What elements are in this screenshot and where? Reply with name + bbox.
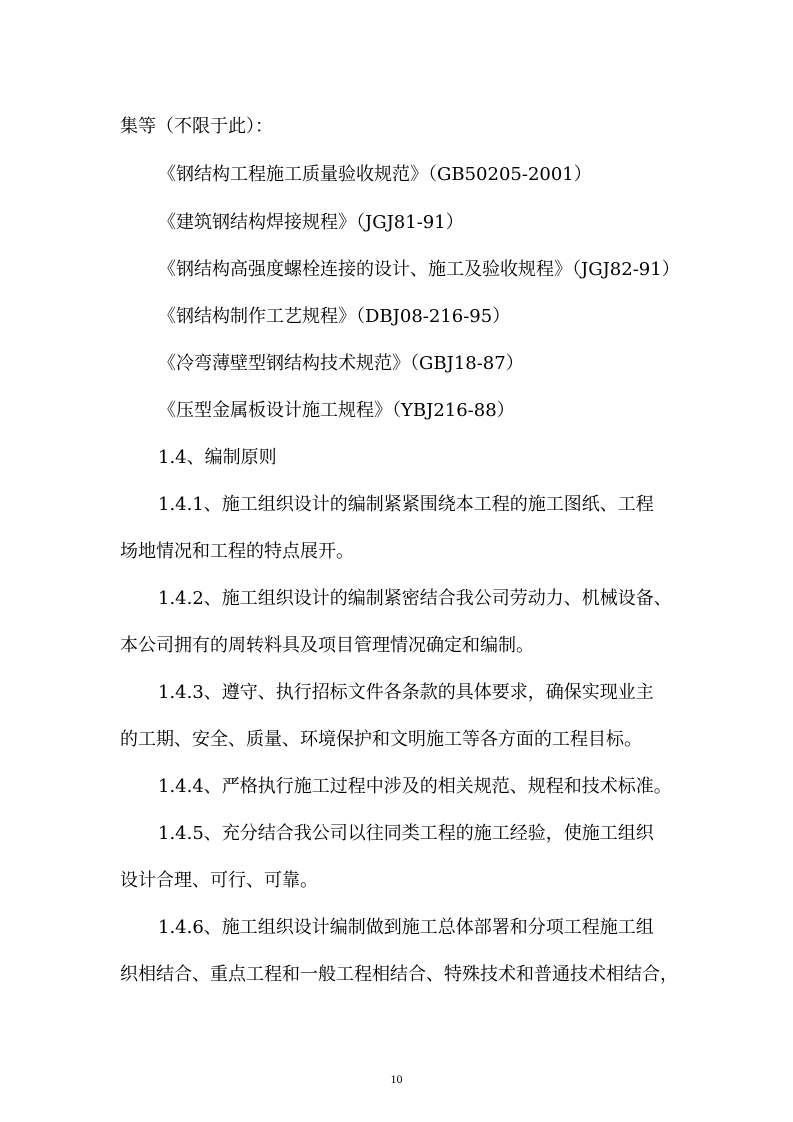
regulation-item-3: 《钢结构高强度螺栓连接的设计、施工及验收规程》（JGJ82-91） (158, 259, 680, 280)
paragraph-4-line-1: 1.4.4、严格执行施工过程中涉及的相关规范、规程和技术标准。 (158, 776, 672, 797)
regulation-item-5: 《冷弯薄壁型钢结构技术规范》（GBJ18-87） (158, 353, 524, 374)
paragraph-3-line-2: 的工期、安全、质量、环境保护和文明施工等各方面的工程目标。 (120, 729, 642, 750)
paragraph-3-line-1: 1.4.3、遵守、执行招标文件各条款的具体要求，确保实现业主 (158, 682, 654, 703)
text-line-1: 集等（不限于此）： (120, 116, 273, 137)
paragraph-5-line-1: 1.4.5、充分结合我公司以往同类工程的施工经验，使施工组织 (158, 823, 654, 844)
paragraph-2-line-1: 1.4.2、施工组织设计的编制紧密结合我公司劳动力、机械设备、 (158, 588, 672, 609)
regulation-item-6: 《压型金属板设计施工规程》（YBJ216-88） (158, 400, 515, 421)
paragraph-6-line-2: 织相结合、重点工程和一般工程相结合、特殊技术和普通技术相结合， (120, 964, 678, 985)
paragraph-6-line-1: 1.4.6、施工组织设计编制做到施工总体部署和分项工程施工组 (158, 917, 654, 938)
section-heading: 1.4、编制原则 (158, 447, 277, 468)
paragraph-5-line-2: 设计合理、可行、可靠。 (120, 870, 318, 891)
paragraph-1-line-2: 场地情况和工程的特点展开。 (120, 541, 354, 562)
paragraph-1-line-1: 1.4.1、施工组织设计的编制紧紧围绕本工程的施工图纸、工程 (158, 494, 654, 515)
paragraph-2-line-2: 本公司拥有的周转料具及项目管理情况确定和编制。 (120, 635, 534, 656)
page-number: 10 (390, 1072, 403, 1086)
regulation-item-4: 《钢结构制作工艺规程》（DBJ08-216-95） (158, 306, 511, 327)
regulation-item-2: 《建筑钢结构焊接规程》（JGJ81-91） (158, 212, 464, 233)
regulation-item-1: 《钢结构工程施工质量验收规范》（GB50205-2001） (158, 164, 592, 185)
